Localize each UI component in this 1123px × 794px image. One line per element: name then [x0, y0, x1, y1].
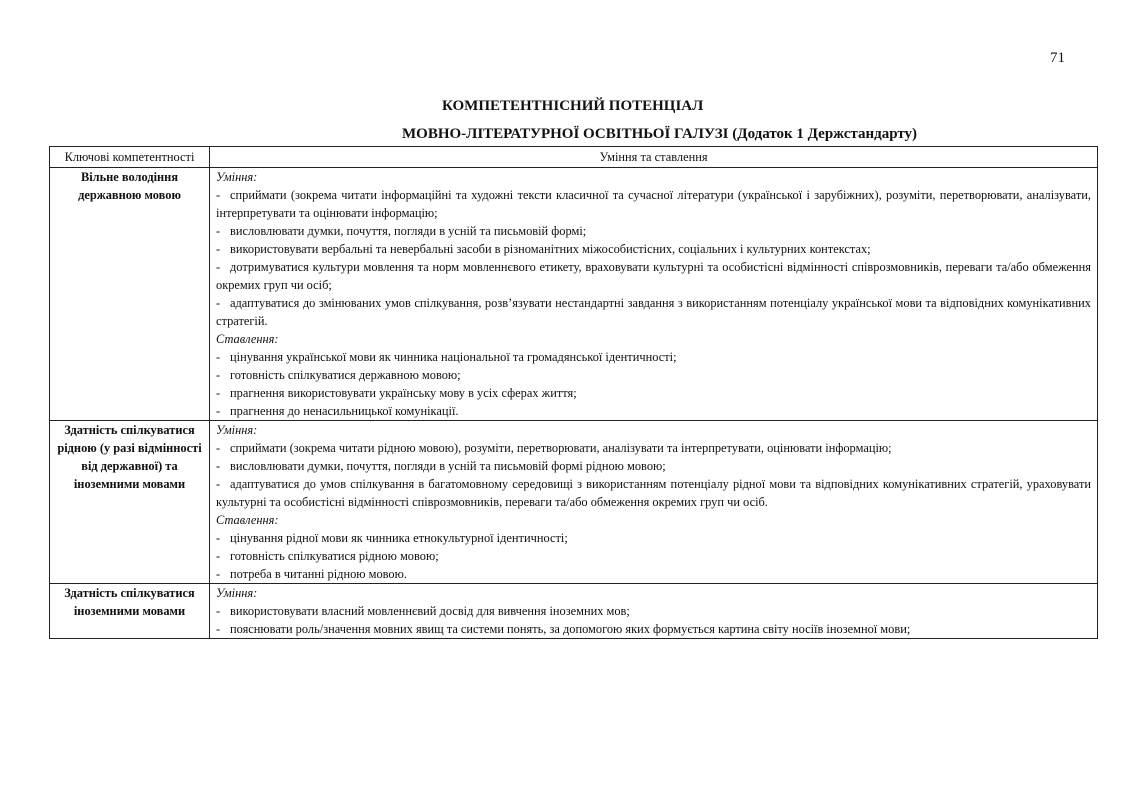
header-skills-attitudes: Уміння та ставлення	[210, 147, 1098, 168]
bullet-dash: -	[216, 531, 221, 545]
skill-item-text: використовувати вербальні та невербальні засоби в різноманітних міжособистісних, соціальних і культурних контекстах;	[230, 242, 871, 256]
bullet-dash: -	[216, 549, 221, 563]
table-row	[50, 168, 1098, 421]
skill-item	[216, 439, 1091, 457]
skill-item	[216, 620, 1091, 638]
table-row	[50, 421, 1098, 584]
document-title-line-2: МОВНО-ЛІТЕРАТУРНОЇ ОСВІТНЬОЇ ГАЛУЗІ (Додаток 1 Держстандарту)	[402, 126, 918, 142]
skill-item	[216, 294, 1091, 330]
skill-item-text: дотримуватися культури мовлення та норм мовленнєвого етикету, враховувати культурні та особистісні відмінності співрозмовників, переваги та/або обмеження окремих груп чи осіб;	[216, 260, 1091, 292]
attitudes-label: Ставлення:	[216, 513, 279, 527]
bullet-dash: -	[216, 404, 221, 418]
skill-item	[216, 475, 1091, 511]
bullet-dash: -	[216, 296, 221, 310]
competence-name: Вільне володіння державною мовою	[50, 168, 210, 421]
attitude-item-text: цінування української мови як чинника національної та громадянської ідентичності;	[230, 350, 677, 364]
skill-item	[216, 602, 1091, 620]
skills-label: Уміння:	[216, 170, 258, 184]
skills-label: Уміння:	[216, 586, 258, 600]
attitude-item	[216, 529, 1091, 547]
table-header-row	[50, 147, 1098, 168]
bullet-dash: -	[216, 242, 221, 256]
skills-attitudes-cell	[210, 421, 1098, 584]
attitude-item	[216, 384, 1091, 402]
attitude-item	[216, 547, 1091, 565]
bullet-dash: -	[216, 350, 221, 364]
skills-attitudes-cell	[210, 168, 1098, 421]
table-row	[50, 584, 1098, 639]
bullet-dash: -	[216, 441, 221, 455]
bullet-dash: -	[216, 567, 221, 581]
skill-item-text: використовувати власний мовленнєвий досвід для вивчення іноземних мов;	[230, 604, 630, 618]
competence-table	[49, 146, 1098, 639]
bullet-dash: -	[216, 477, 221, 491]
competence-name: Здатність спілкуватися рідною (у разі відмінності від державної) та іноземними мовами	[50, 421, 210, 584]
bullet-dash: -	[216, 386, 221, 400]
attitude-item-text: цінування рідної мови як чинника етнокультурної ідентичності;	[230, 531, 568, 545]
bullet-dash: -	[216, 188, 221, 202]
skill-item-text: сприймати (зокрема читати інформаційні та художні тексти класичної та сучасної літератури (української і зарубіжних), розуміти, перетворювати, аналізувати, інтерпретувати та оцінювати інформацію;	[216, 188, 1091, 220]
skill-item	[216, 240, 1091, 258]
attitude-item	[216, 366, 1091, 384]
skill-item	[216, 186, 1091, 222]
attitudes-label: Ставлення:	[216, 332, 279, 346]
skill-item-text: висловлювати думки, почуття, погляди в усній та письмовій формі рідною мовою;	[230, 459, 666, 473]
bullet-dash: -	[216, 622, 221, 636]
bullet-dash: -	[216, 459, 221, 473]
bullet-dash: -	[216, 604, 221, 618]
skill-item	[216, 222, 1091, 240]
bullet-dash: -	[216, 260, 221, 274]
skill-item-text: адаптуватися до змінюваних умов спілкування, розв’язувати нестандартні завдання з використанням потенціалу української мови та відповідних комунікативних стратегій.	[216, 296, 1091, 328]
bullet-dash: -	[216, 368, 221, 382]
table-body	[50, 168, 1098, 639]
page-number: 71	[1050, 50, 1065, 66]
attitude-item-text: готовність спілкуватися рідною мовою;	[230, 549, 439, 563]
skill-item-text: сприймати (зокрема читати рідною мовою), розуміти, перетворювати, аналізувати та інтерпретувати, оцінювати інформацію;	[230, 441, 892, 455]
bullet-dash: -	[216, 224, 221, 238]
competence-name: Здатність спілкуватися іноземними мовами	[50, 584, 210, 639]
attitude-item	[216, 348, 1091, 366]
attitude-item-text: потреба в читанні рідною мовою.	[230, 567, 407, 581]
skill-item	[216, 258, 1091, 294]
skills-label: Уміння:	[216, 423, 258, 437]
document-title-line-1: КОМПЕТЕНТНІСНИЙ ПОТЕНЦІАЛ	[442, 98, 704, 114]
skill-item-text: висловлювати думки, почуття, погляди в усній та письмовій формі;	[230, 224, 587, 238]
header-key-competences: Ключові компетентності	[50, 147, 210, 168]
attitude-item	[216, 565, 1091, 583]
attitude-item	[216, 402, 1091, 420]
skill-item-text: пояснювати роль/значення мовних явищ та системи понять, за допомогою яких формується картина світу носіїв іноземної мови;	[230, 622, 911, 636]
attitude-item-text: прагнення використовувати українську мову в усіх сферах життя;	[230, 386, 577, 400]
skill-item	[216, 457, 1091, 475]
attitude-item-text: готовність спілкуватися державною мовою;	[230, 368, 461, 382]
attitude-item-text: прагнення до ненасильницької комунікації.	[230, 404, 459, 418]
skill-item-text: адаптуватися до умов спілкування в багатомовному середовищі з використанням потенціалу рідної мови та відповідних комунікативних стратегій, ураховувати культурні та особистісні відмінності співрозмовників, переваги та/або обмеження окремих груп чи осіб.	[216, 477, 1091, 509]
skills-attitudes-cell	[210, 584, 1098, 639]
